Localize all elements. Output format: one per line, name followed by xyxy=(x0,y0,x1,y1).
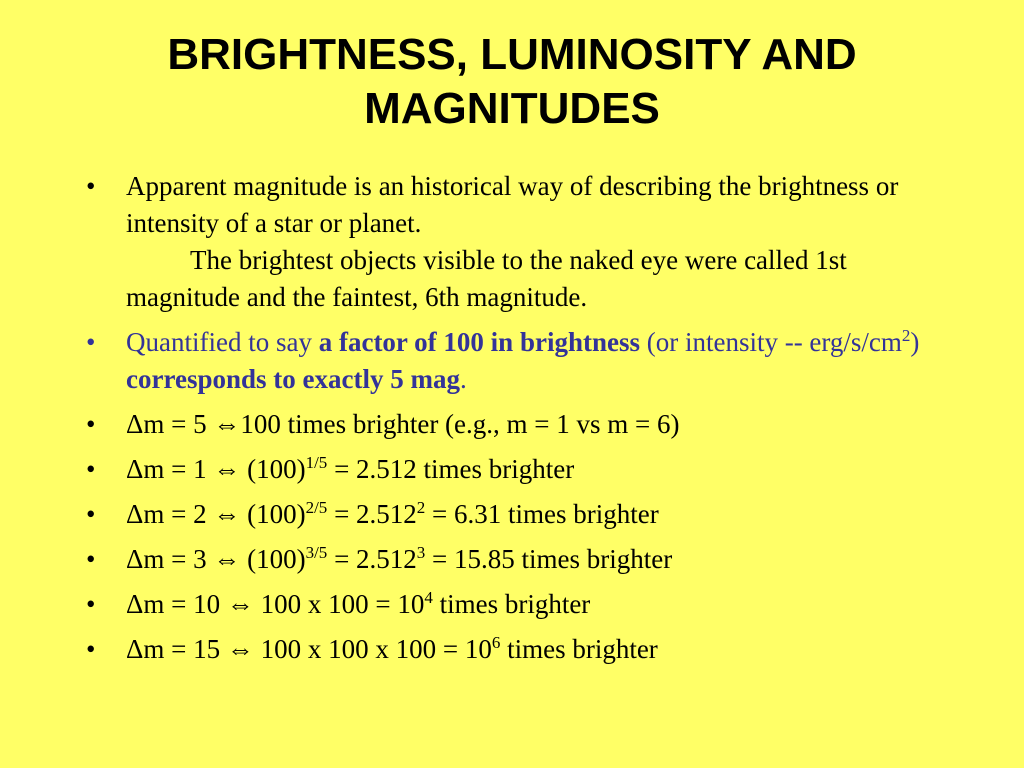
quantified-pre: Quantified to say xyxy=(126,327,319,357)
bullet-marker: • xyxy=(86,589,96,619)
dm3-a-sup: 3/5 xyxy=(305,543,328,562)
quantified-emphasis-1: a factor of 100 in brightness xyxy=(318,327,640,357)
dm2-a: Δm = 2 ⇔ (100) xyxy=(126,499,306,529)
dm10-b: times brighter xyxy=(432,589,591,619)
quantified-mid-post: ) xyxy=(910,327,920,357)
dm10-a-sup: 4 xyxy=(424,588,433,607)
bullet-marker: • xyxy=(86,171,96,201)
dm3-a: Δm = 3 ⇔ (100) xyxy=(126,544,306,574)
quantified-mid: (or intensity -- erg/s/cm xyxy=(639,327,902,357)
dm15-b: times brighter xyxy=(500,634,658,664)
bullet-marker: • xyxy=(86,454,96,484)
bullet-text-1: Apparent magnitude is an historical way of describing the brightness or intensity of a star or planet. xyxy=(126,171,899,238)
dm2-b-sup: 2 xyxy=(416,498,426,517)
dm5-text: Δm = 5 ⇔100 times brighter (e.g., m = 1 vs m = 6) xyxy=(126,409,680,439)
bullet-marker: • xyxy=(86,409,96,439)
bullet-dm1 xyxy=(86,451,946,488)
dm1-a: Δm = 1 ⇔ (100) xyxy=(126,454,306,484)
bullet-dm10 xyxy=(86,586,946,623)
bullet-marker: • xyxy=(86,544,96,574)
bullet-list xyxy=(86,168,946,676)
dm2-c: = 6.31 times brighter xyxy=(425,499,659,529)
bullet-quantified xyxy=(86,324,946,398)
slide-title: BRIGHTNESS, LUMINOSITY AND MAGNITUDES xyxy=(167,30,857,133)
dm3-c: = 15.85 times brighter xyxy=(425,544,673,574)
dm2-b: = 2.512 xyxy=(327,499,417,529)
dm1-b: = 2.512 times brighter xyxy=(327,454,575,484)
bullet-marker: • xyxy=(86,499,96,529)
bullet-text-2: The brightest objects visible to the naked eye were called 1st magnitude and the faintest, 6th magnitude. xyxy=(126,245,847,312)
bullet-dm5 xyxy=(86,406,946,443)
bullet-dm15 xyxy=(86,631,946,668)
dm10-a: Δm = 10 ⇔ 100 x 100 = 10 xyxy=(126,589,425,619)
dm3-b: = 2.512 xyxy=(327,544,417,574)
bullet-marker: • xyxy=(86,634,96,664)
quantified-mid-sup: 2 xyxy=(901,326,911,345)
dm2-a-sup: 2/5 xyxy=(305,498,328,517)
dm1-a-sup: 1/5 xyxy=(305,453,328,472)
bullet-apparent-magnitude xyxy=(86,168,946,316)
quantified-post: . xyxy=(459,364,467,394)
bullet-dm2 xyxy=(86,496,946,533)
dm3-b-sup: 3 xyxy=(416,543,426,562)
dm15-a-sup: 6 xyxy=(491,633,501,652)
quantified-emphasis-2: corresponds to exactly 5 mag xyxy=(126,364,460,394)
bullet-dm3 xyxy=(86,541,946,578)
bullet-marker: • xyxy=(86,327,96,357)
dm15-a: Δm = 15 ⇔ 100 x 100 x 100 = 10 xyxy=(126,634,492,664)
